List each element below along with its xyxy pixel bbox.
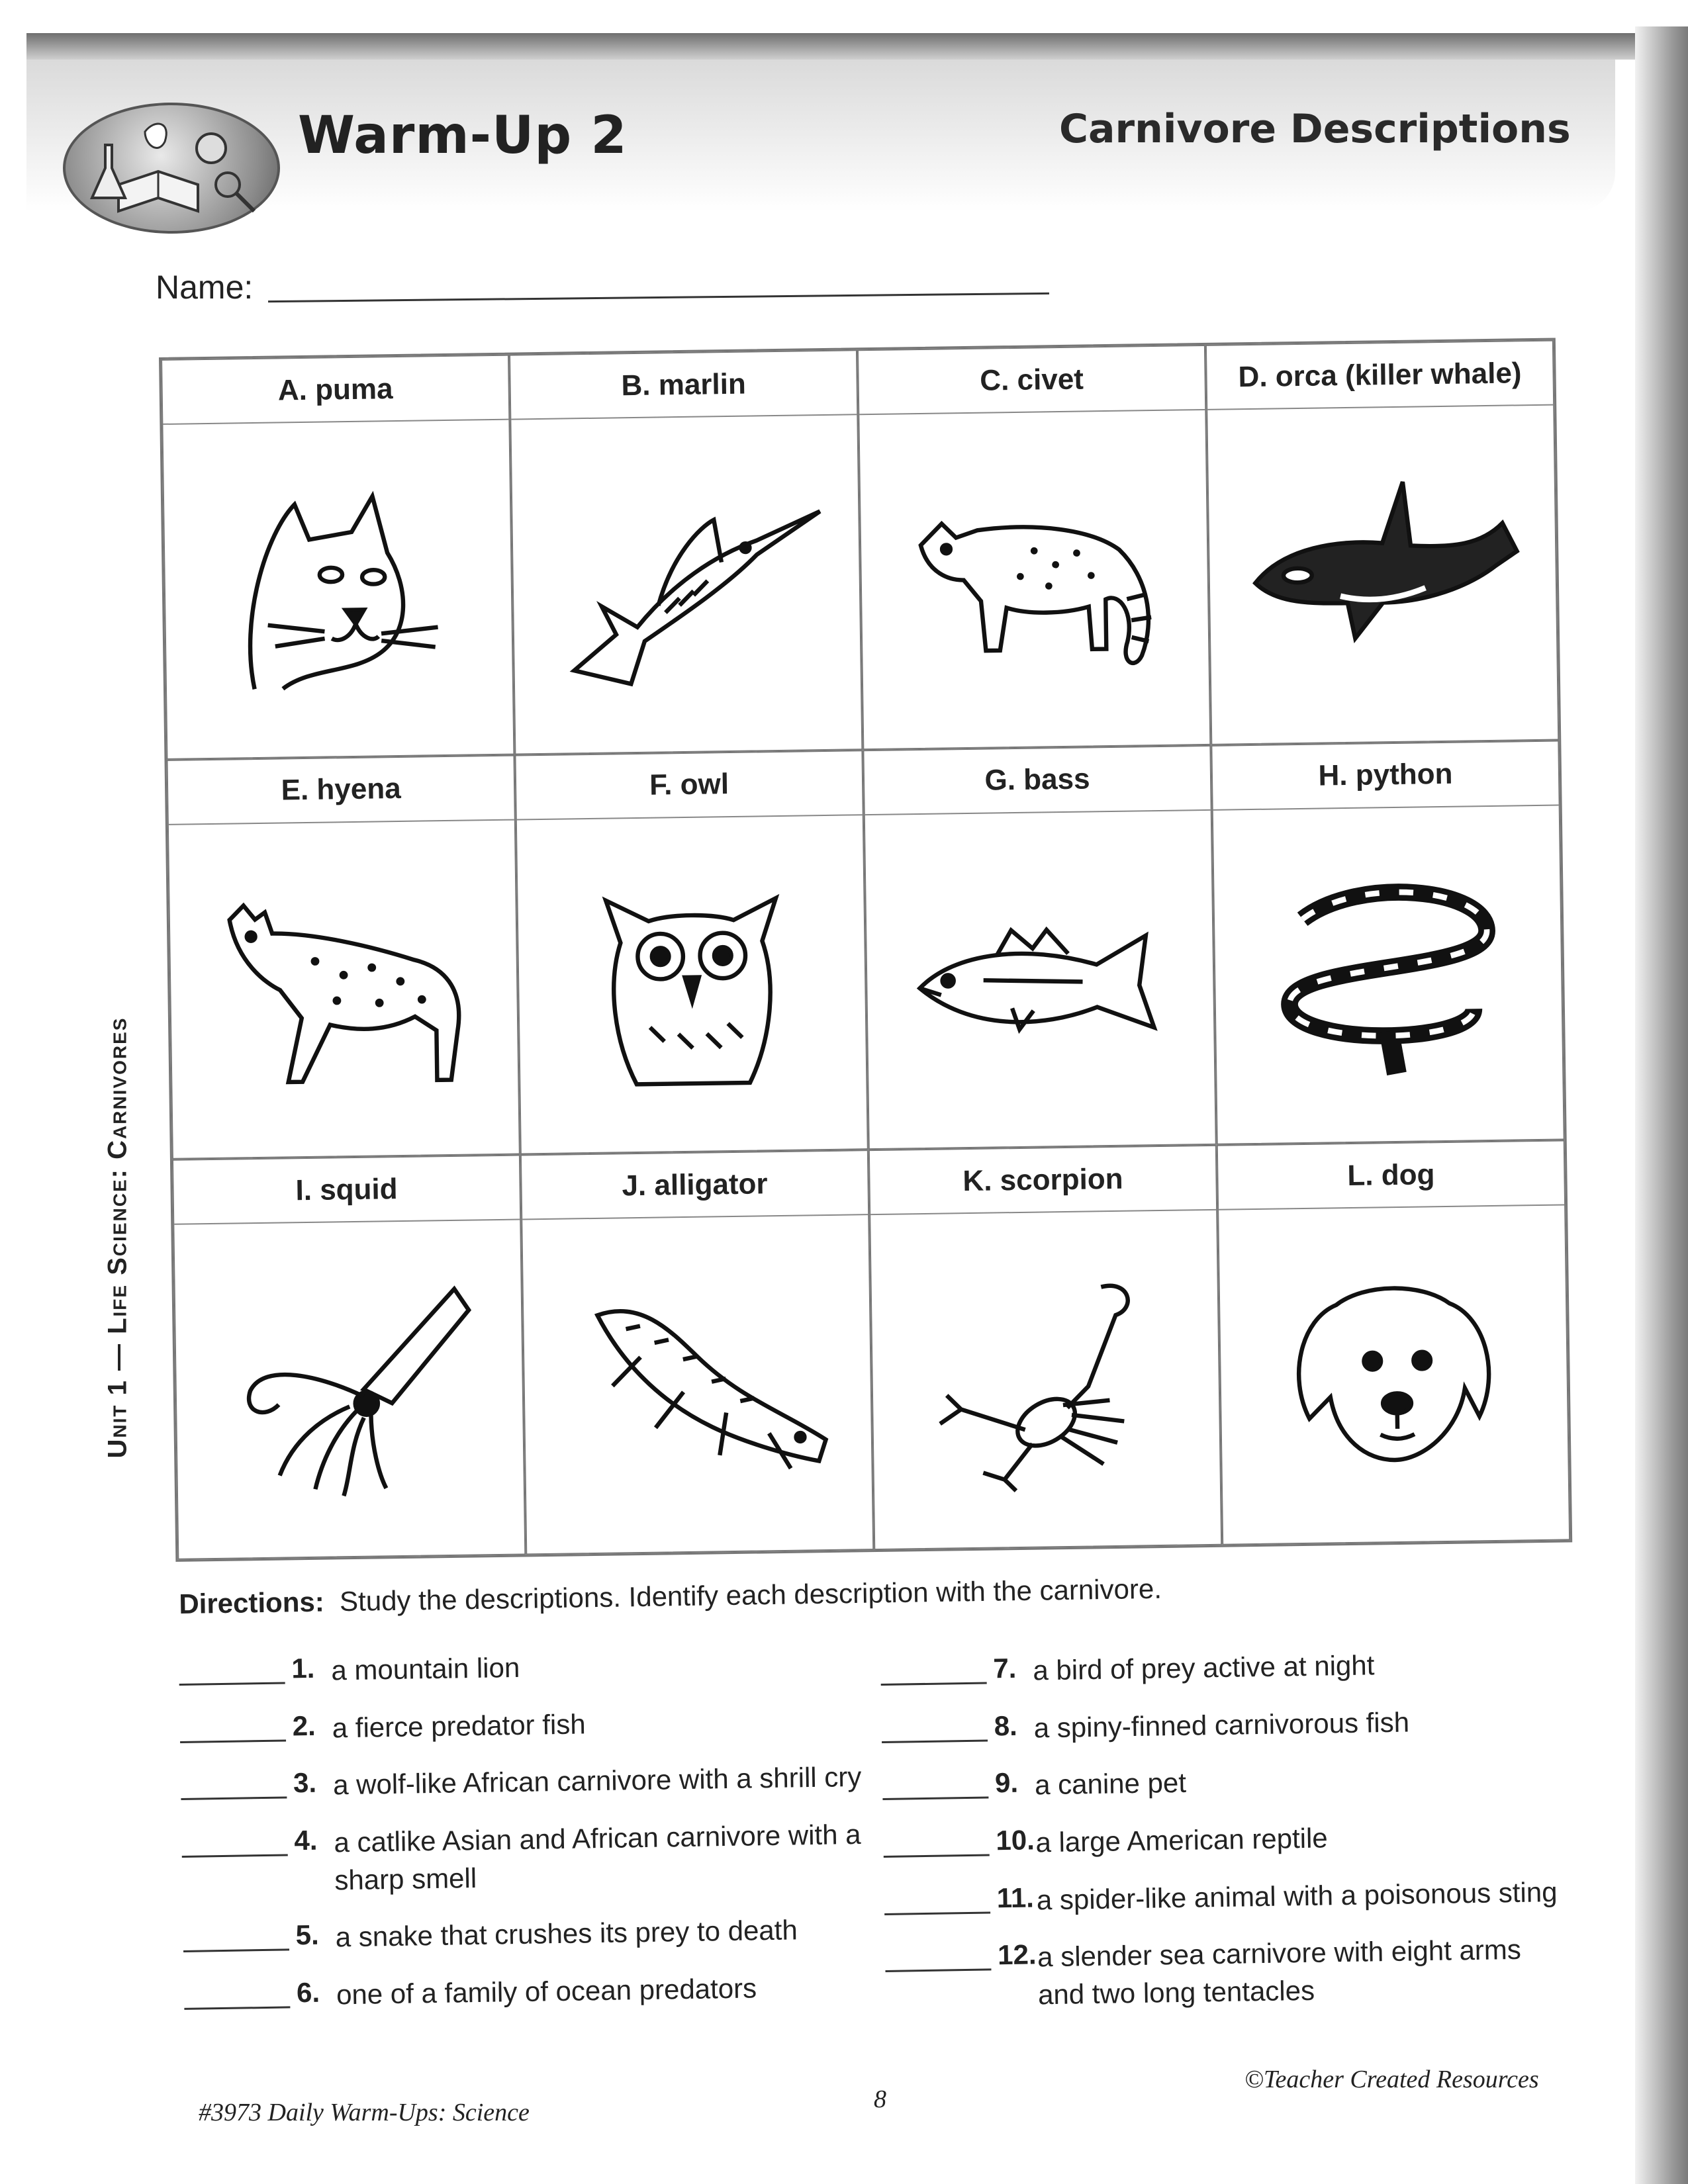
animal-cell-bass [863,745,1216,1150]
directions [179,1573,1162,1620]
hyena-icon [169,820,519,1158]
question-text: a spiny-finned carnivorous fish [1033,1706,1410,1744]
animal-label: K. scorpion [870,1146,1216,1215]
animal-grid [159,338,1572,1562]
orca-icon [1207,406,1558,744]
animal-cell-civet [857,345,1211,750]
scan-edge-top [26,33,1668,60]
animal-label: F. owl [516,751,862,820]
question-text: a spider-like animal with a poisonous sting [1036,1876,1558,1916]
animal-cell-scorpion [868,1145,1222,1550]
question-number: 6. [296,1976,320,2009]
animal-label: L. dog [1218,1142,1564,1210]
animal-label: I. squid [173,1156,520,1225]
answer-blank[interactable] [181,1768,287,1801]
question-number: 8. [994,1709,1018,1742]
question-item [880,1644,1570,1692]
unit-side-label: Unit 1 — Life Science: Carnivores [103,1017,132,1459]
question-text: a mountain lion [331,1651,520,1686]
puma-icon [163,420,513,758]
question-item [183,1911,872,1959]
question-item [181,1816,871,1902]
question-number: 5. [295,1919,320,1951]
question-text: a large American reptile [1035,1822,1329,1858]
name-answer-line[interactable] [268,293,1049,302]
animal-label: B. marlin [510,351,857,420]
footer-page-number: 8 [874,2085,886,2113]
answer-blank[interactable] [179,1653,285,1686]
animal-label: J. alligator [522,1152,868,1220]
animal-label: A. puma [162,356,508,425]
question-number: 7. [992,1652,1017,1684]
squid-icon [174,1220,524,1559]
civet-icon [859,410,1209,749]
animal-cell-orca [1205,340,1559,745]
question-text: a snake that crushes its prey to death [335,1914,798,1953]
question-item [184,1968,873,2017]
question-item [179,1644,868,1692]
question-number: 12. [997,1938,1037,1971]
animal-label: D. orca (killer whale) [1207,341,1553,410]
page-topic: Carnivore Descriptions [1059,106,1571,152]
dog-icon [1219,1206,1569,1544]
question-number: 4. [294,1824,318,1856]
question-text: a fierce predator fish [332,1708,586,1744]
animal-label: H. python [1212,741,1558,810]
science-badge-icon [63,103,280,234]
page-title: Warm-Up 2 [298,106,628,165]
animal-label: E. hyena [168,756,514,825]
question-item [881,1701,1570,1749]
scorpion-icon [870,1210,1221,1549]
question-number: 9. [994,1767,1019,1799]
footer-book: #3973 Daily Warm-Ups: Science [199,2099,530,2126]
question-text: a bird of prey active at night [1033,1649,1375,1686]
question-item [884,1873,1573,1921]
marlin-icon [511,415,861,753]
question-item [882,1758,1571,1807]
answer-blank[interactable] [880,1653,987,1686]
animal-cell-dog [1217,1140,1570,1545]
question-text: a wolf-like African carnivore with a shrill cry [332,1761,862,1801]
question-number: 1. [291,1652,315,1684]
name-label: Name: [156,269,254,306]
question-text: a slender sea carnivore with eight arms and two long tentacles [1037,1934,1522,2011]
answer-blank[interactable] [881,1710,988,1743]
question-text: a canine pet [1034,1767,1187,1801]
answer-blank[interactable] [184,1978,291,2011]
animal-cell-owl [514,750,868,1155]
answer-blank[interactable] [179,1710,286,1743]
owl-icon [517,815,867,1154]
animal-cell-hyena [166,754,520,1160]
answer-blank[interactable] [884,1882,990,1915]
animal-cell-squid [172,1155,526,1560]
question-item [181,1758,870,1807]
question-item [883,1816,1572,1864]
animal-cell-marlin [509,349,863,754]
question-text: a catlike Asian and African carnivore with a sharp smell [334,1818,861,1896]
questions-right [880,1644,1575,2036]
python-icon [1213,805,1564,1144]
alligator-icon [522,1215,872,1553]
answer-blank[interactable] [885,1940,992,1973]
bass-icon [865,811,1215,1149]
scan-edge-right [1635,26,1688,2184]
question-item [179,1701,868,1749]
footer-publisher: ©Teacher Created Resources [1244,2066,1539,2093]
animal-cell-python [1211,740,1564,1145]
directions-text: Study the descriptions. Identify each description with the carnivore. [339,1572,1162,1617]
answer-blank[interactable] [882,1768,989,1801]
animal-label: G. bass [864,747,1210,815]
directions-label: Directions: [179,1586,325,1619]
question-text: one of a family of ocean predators [336,1972,757,2011]
question-number: 10. [996,1824,1035,1856]
animal-cell-alligator [520,1150,874,1555]
answer-blank[interactable] [183,1920,289,1953]
question-item [885,1931,1575,2017]
animal-cell-puma [161,355,514,760]
questions-left [179,1644,873,2036]
answer-blank[interactable] [883,1825,990,1858]
animal-label: C. civet [859,346,1205,415]
question-number: 11. [996,1882,1035,1914]
answer-blank[interactable] [181,1825,288,1858]
question-number: 2. [292,1709,316,1742]
question-number: 3. [293,1767,317,1799]
